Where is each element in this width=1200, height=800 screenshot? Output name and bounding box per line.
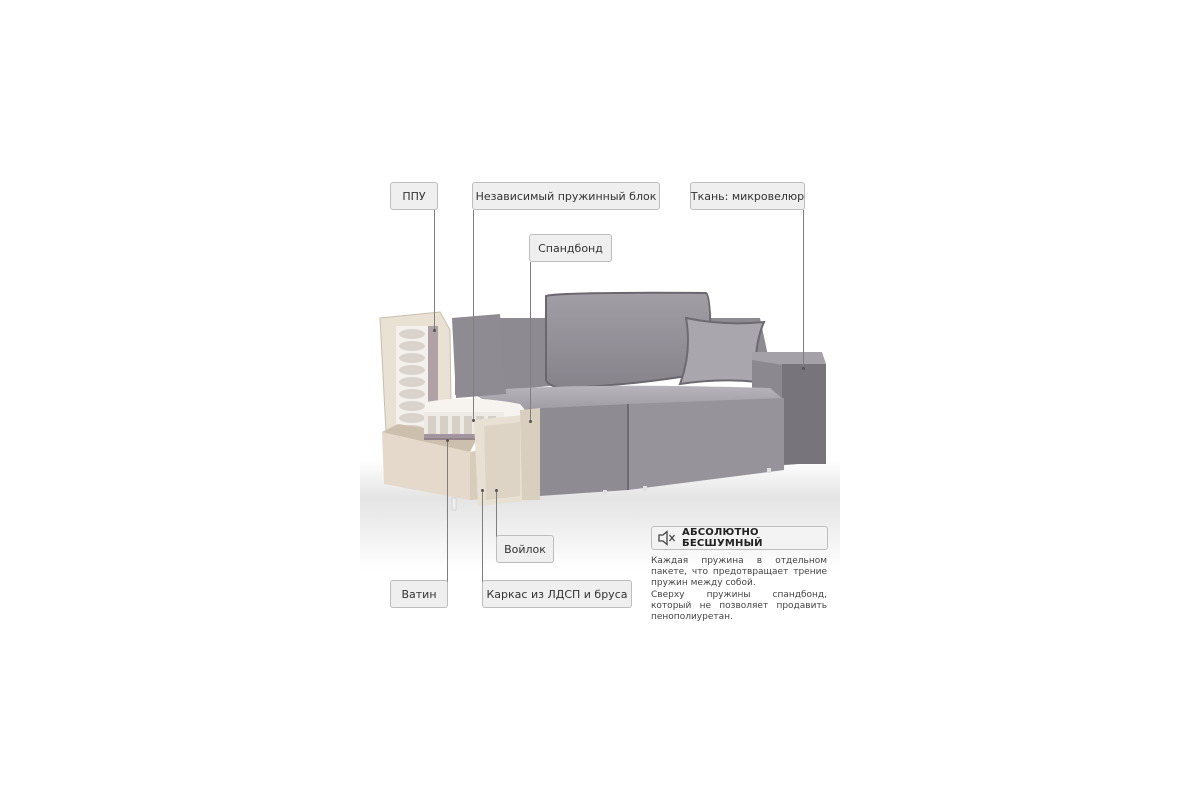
connector-batting bbox=[447, 440, 448, 596]
label-frame: Каркас из ЛДСП и бруса bbox=[482, 580, 632, 608]
marker-spunbond bbox=[529, 420, 532, 423]
marker-batting bbox=[446, 439, 449, 442]
label-felt: Войлок bbox=[496, 535, 554, 563]
connector-fabric bbox=[803, 210, 804, 368]
feature-paragraph-2: Сверху пружины спандбонд, который не позволяет продавить пенополиуретан. bbox=[651, 590, 827, 622]
connector-spring-block bbox=[473, 210, 474, 420]
connector-ppu bbox=[434, 210, 435, 330]
label-spring-block: Независимый пружинный блок bbox=[472, 182, 660, 210]
label-batting: Ватин bbox=[390, 580, 448, 608]
marker-ppu bbox=[433, 329, 436, 332]
feature-paragraph-1: Каждая пружина в отдельном пакете, что предотвращает трение пружин между собой. bbox=[651, 556, 827, 588]
feature-title-box bbox=[651, 526, 828, 550]
marker-felt bbox=[495, 489, 498, 492]
label-ppu: ППУ bbox=[390, 182, 438, 210]
marker-fabric bbox=[802, 367, 805, 370]
speaker-mute-icon bbox=[657, 530, 677, 546]
label-fabric: Ткань: микровелюр bbox=[690, 182, 805, 210]
label-spunbond: Спандбонд bbox=[529, 234, 612, 262]
marker-spring-block bbox=[472, 419, 475, 422]
marker-frame bbox=[481, 489, 484, 492]
feature-title: АБСОЛЮТНО БЕСШУМНЫЙ bbox=[682, 527, 763, 549]
connector-spunbond bbox=[530, 262, 531, 422]
